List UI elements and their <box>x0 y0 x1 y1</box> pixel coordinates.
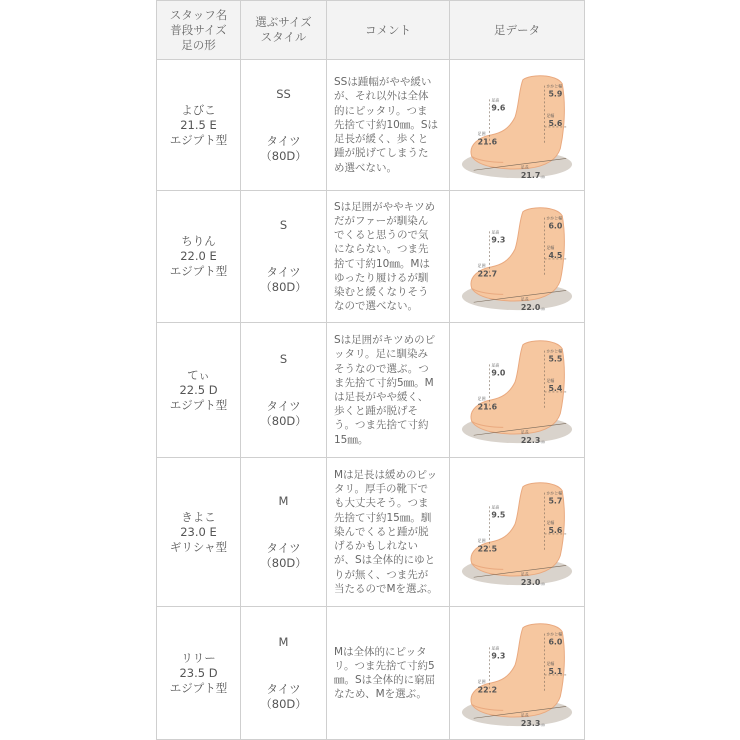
comment-cell <box>327 191 450 323</box>
girth-value: 22.5 <box>477 544 498 554</box>
staff-name-line: 22.0 E <box>180 249 217 263</box>
comment-line: げるかもしれない <box>334 540 418 553</box>
comment-line: Mは全体的にピッタ <box>334 645 427 658</box>
girth-label: 足囲 <box>477 130 486 136</box>
toe-height-label: かかと幅 <box>546 348 563 354</box>
comment-line: SSは踵幅がやや緩い <box>334 76 432 89</box>
toe-height-value: 6.0 <box>548 637 563 647</box>
comment-line: そうなので選ぶ。つ <box>334 362 429 375</box>
comment-line: が、Sは全体的にゆと <box>334 554 436 567</box>
width-label: 足幅 <box>546 661 555 667</box>
girth-value: 22.2 <box>477 685 498 695</box>
size-style-cell <box>241 191 327 323</box>
instep-label: 足高 <box>491 97 500 103</box>
foot-diagram <box>458 66 576 184</box>
length-value: 23.0 <box>520 578 541 588</box>
table-row <box>157 458 585 607</box>
size-style-cell <box>241 60 327 191</box>
width-value: 5.6 <box>548 118 563 128</box>
staff-name-line: ギリシャ型 <box>169 539 228 554</box>
comment-cell <box>327 60 450 191</box>
toe-height-value: 5.7 <box>548 496 563 506</box>
staff-name-line: 23.0 E <box>180 524 217 539</box>
header-size-style: 選ぶサイズ スタイル <box>241 1 327 60</box>
length-unit: ㎝ <box>540 581 545 587</box>
toe-height-label: かかと幅 <box>546 490 563 496</box>
width-value: 5.1 <box>548 666 563 676</box>
staff-name-line: リリー <box>181 650 216 665</box>
staff-name-line: よびこ <box>181 102 216 117</box>
style-denier: （80D） <box>260 413 307 428</box>
comment-line: は足長がやや緩く、 <box>334 391 429 403</box>
toe-height-value: 6.0 <box>548 220 563 230</box>
instep-label: 足高 <box>491 504 500 510</box>
comment-line: 的にピッタリ。つま <box>334 104 428 117</box>
length-unit: ㎝ <box>540 722 545 728</box>
header-comment: コメント <box>327 1 450 60</box>
toe-height-value: 5.9 <box>548 89 563 99</box>
comment-cell <box>327 607 450 740</box>
staff-cell <box>157 191 241 323</box>
length-label: 足長 <box>520 429 529 435</box>
foot-data-cell <box>450 60 585 191</box>
chosen-size: S <box>279 218 288 232</box>
instep-value: 9.0 <box>491 368 506 378</box>
staff-cell <box>157 323 241 458</box>
length-value: 23.3 <box>520 719 541 729</box>
girth-label: 足囲 <box>477 678 486 684</box>
staff-name-line: 21.5 E <box>180 117 217 132</box>
comment-line: なため、Mを選ぶ。 <box>334 688 427 701</box>
toe-height-label: かかと幅 <box>546 215 563 221</box>
foot-data-cell <box>450 191 585 323</box>
staff-cell <box>157 60 241 191</box>
comment-line: リ。つま先捨て寸約5 <box>334 659 435 672</box>
foot-diagram <box>458 473 576 591</box>
toe-height-label: かかと幅 <box>546 83 563 89</box>
staff-name-line: てぃ <box>187 367 210 382</box>
style-denier: （80D） <box>260 555 307 570</box>
chosen-size: M <box>278 493 289 508</box>
header-staff: スタッフ名 普段サイズ 足の形 <box>157 1 241 60</box>
comment-line: 先捨て寸約15㎜。馴 <box>334 511 432 524</box>
staff-name-line: 23.5 D <box>179 665 218 680</box>
comment-line: Mは足長は緩めのピッ <box>334 469 438 482</box>
comment-line: ㎜。Sは全体的に窮屈 <box>334 674 436 686</box>
comment-line: りが無く、つま先が <box>334 568 429 581</box>
width-value: 5.4 <box>548 383 563 393</box>
comment-line: も大丈夫そう。つま <box>334 497 429 510</box>
instep-value: 9.3 <box>491 651 506 661</box>
foot-diagram <box>458 614 576 732</box>
comment-line: 15㎜。 <box>334 433 369 446</box>
staff-name-line: エジプト型 <box>169 132 228 147</box>
style-denier: （80D） <box>260 696 307 711</box>
comment-line: ま先捨て寸約5㎜。M <box>334 376 434 389</box>
comment-line: なので選べない。 <box>334 300 418 313</box>
staff-name-line: エジプト型 <box>169 264 228 278</box>
comment-line: 染むと緩くなりそう <box>334 285 429 298</box>
comment-line: 捨て寸約10㎜。Mは <box>334 257 430 270</box>
length-unit: ㎝ <box>540 305 545 311</box>
comment-line: が、それ以外は全体 <box>334 90 429 103</box>
size-style-cell <box>241 607 327 740</box>
instep-label: 足高 <box>491 645 500 651</box>
comment-line: ゆったり履けるが馴 <box>334 271 429 284</box>
style-name: タイツ <box>266 540 301 555</box>
comment-line: タリ。厚手の靴下で <box>334 483 428 496</box>
staff-cell <box>157 458 241 607</box>
length-label: 足長 <box>520 164 529 170</box>
width-value: 4.5 <box>548 250 563 260</box>
length-value: 22.0 <box>520 302 541 312</box>
width-label: 足幅 <box>546 113 555 119</box>
girth-value: 21.6 <box>477 402 498 412</box>
instep-value: 9.6 <box>491 103 506 113</box>
staff-name-line: きよこ <box>181 509 216 524</box>
style-denier: （80D） <box>260 280 307 294</box>
girth-label: 足囲 <box>477 395 486 401</box>
comment-line: う。つま先捨て寸約 <box>334 419 429 432</box>
comment-line: ッタリ。足に馴染み <box>334 348 428 361</box>
style-name: タイツ <box>266 133 301 148</box>
staff-name-line: エジプト型 <box>169 680 228 695</box>
toe-height-value: 5.5 <box>548 354 563 364</box>
staff-name-line: ちりん <box>181 234 216 248</box>
table-row <box>157 323 585 458</box>
foot-data-cell <box>450 458 585 607</box>
chosen-size: S <box>279 351 288 366</box>
comment-line: 歩くと踵が脱げそ <box>334 405 418 418</box>
girth-label: 足囲 <box>477 262 486 268</box>
chosen-size: SS <box>276 86 291 101</box>
comment-cell <box>327 458 450 607</box>
style-name: タイツ <box>266 265 301 279</box>
comment-line: 踵が脱げてしまうた <box>334 147 429 160</box>
girth-label: 足囲 <box>477 537 486 543</box>
length-unit: ㎝ <box>540 439 545 445</box>
length-value: 21.7 <box>520 171 541 181</box>
size-comparison-table <box>156 0 585 740</box>
instep-label: 足高 <box>491 228 500 234</box>
foot-data-cell <box>450 607 585 740</box>
comment-cell <box>327 323 450 458</box>
foot-data-cell <box>450 323 585 458</box>
staff-name-line: エジプト型 <box>169 397 228 412</box>
comment-line: だがファーが馴染ん <box>334 214 429 227</box>
width-label: 足幅 <box>546 378 555 384</box>
comment-line: 染んでくると踵が脱 <box>334 525 429 538</box>
style-name: タイツ <box>266 398 301 413</box>
foot-diagram <box>458 198 576 316</box>
instep-value: 9.5 <box>491 510 506 520</box>
table-header-row <box>157 1 585 60</box>
staff-name-line: 22.5 D <box>179 382 218 397</box>
length-label: 足長 <box>520 712 529 718</box>
table-row <box>157 60 585 191</box>
size-table-container <box>156 0 585 740</box>
comment-line: Sは足囲がややキツめ <box>334 200 436 213</box>
foot-diagram <box>458 331 576 449</box>
style-denier: （80D） <box>260 148 307 163</box>
comment-line: め選べない。 <box>334 161 397 174</box>
header-foot-data: 足データ <box>450 1 585 60</box>
size-style-cell <box>241 323 327 458</box>
comment-line: 先捨て寸約10㎜。Sは <box>334 118 439 131</box>
table-row <box>157 607 585 740</box>
chosen-size: M <box>278 634 289 649</box>
width-label: 足幅 <box>546 244 555 250</box>
instep-value: 9.3 <box>491 234 506 244</box>
comment-line: 当たるのでMを選ぶ。 <box>334 582 438 595</box>
size-style-cell <box>241 458 327 607</box>
toe-height-label: かかと幅 <box>546 631 563 637</box>
width-value: 5.6 <box>548 525 563 535</box>
length-value: 22.3 <box>520 436 541 446</box>
style-name: タイツ <box>266 681 301 696</box>
length-unit: ㎝ <box>540 174 545 180</box>
comment-line: Sは足囲がキツめのピ <box>334 334 436 347</box>
length-label: 足長 <box>520 295 529 301</box>
girth-value: 22.7 <box>477 269 498 279</box>
comment-line: 足長が緩く、歩くと <box>334 133 429 146</box>
girth-value: 21.6 <box>477 137 498 147</box>
comment-line: でくると思うので気 <box>334 229 429 242</box>
instep-label: 足高 <box>491 362 500 368</box>
width-label: 足幅 <box>546 520 555 526</box>
length-label: 足長 <box>520 571 529 577</box>
table-row <box>157 191 585 323</box>
comment-line: にならない。つま先 <box>334 243 429 256</box>
staff-cell <box>157 607 241 740</box>
